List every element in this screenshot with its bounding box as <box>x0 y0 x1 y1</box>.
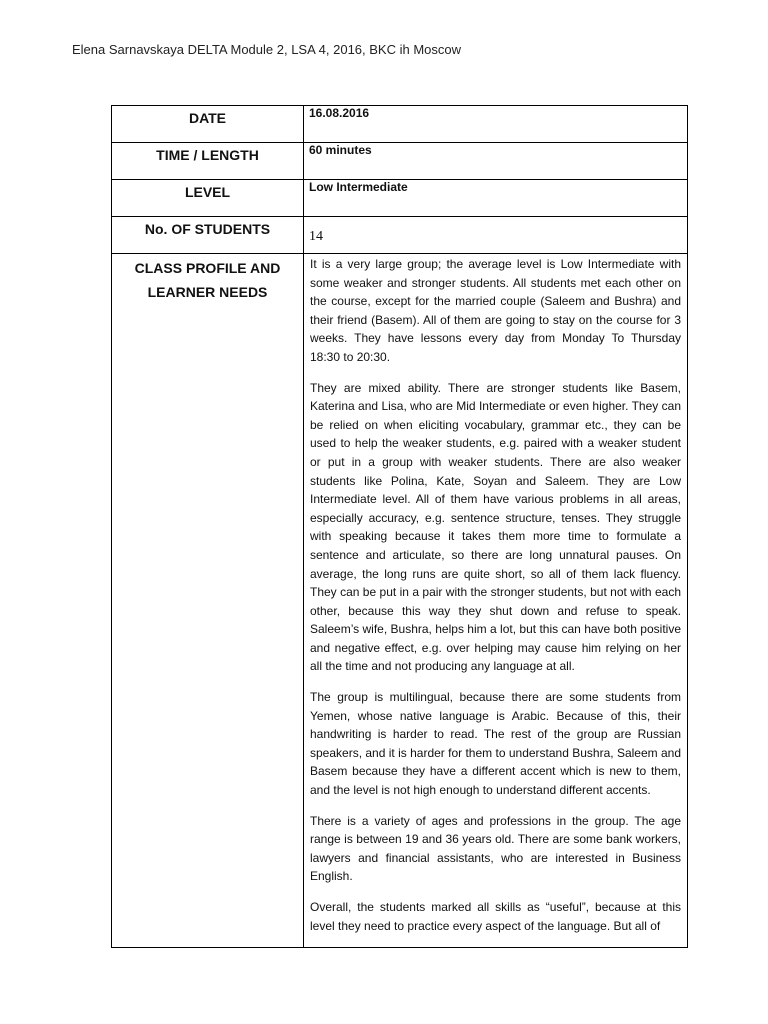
date-label: DATE <box>112 106 304 143</box>
profile-row <box>112 254 688 948</box>
level-row <box>112 180 688 217</box>
time-row <box>112 143 688 180</box>
lesson-plan-table <box>111 105 688 948</box>
date-value: 16.08.2016 <box>304 106 688 143</box>
students-label: No. OF STUDENTS <box>112 217 304 254</box>
profile-paragraph: There is a variety of ages and professions in the group. The age range is between 19 and 36 years old. There are some bank workers, lawyers and financial assistants, who are interested in Business English. <box>310 813 681 884</box>
time-value: 60 minutes <box>304 143 688 180</box>
students-row <box>112 217 688 254</box>
students-count: 14 <box>309 229 323 244</box>
level-value: Low Intermediate <box>304 180 688 217</box>
students-value <box>304 217 688 254</box>
profile-label-line2: LEARNER NEEDS <box>147 284 268 300</box>
document-header: Elena Sarnavskaya DELTA Module 2, LSA 4, 2016, BKC ih Moscow <box>72 42 462 57</box>
profile-paragraph: The group is multilingual, because there are some students from Yemen, whose native language is Arabic. Because of this, their handwriting is harder to read. The rest of the group are Russian speakers, and it is harder for them to understand Bushra, Saleem and Basem because they have a different accent which is new to them, and the level is not high enough to understand different accents. <box>310 690 681 798</box>
level-label: LEVEL <box>112 180 304 217</box>
profile-paragraph: It is a very large group; the average level is Low Intermediate with some weaker and stronger students. All students met each other on the course, except for the married couple (Saleem and Bushra) and their friend (Basem). All of them are going to stay on the course for 3 weeks. They have lessons every day from Monday To Thursday 18:30 to 20:30. <box>310 257 681 364</box>
profile-paragraph: They are mixed ability. There are stronger students like Basem, Katerina and Lisa, who are Mid Intermediate or even higher. They can be relied on when eliciting vocabulary, grammar etc., they can be used to help the weaker students, e.g. paired with a weaker student or put in a group with weaker students. There are also weaker students like Polina, Kate, Soyan and Saleem. They are Low Intermediate level. All of them have various problems in all areas, especially accuracy, e.g. sentence structure, tenses. They struggle with speaking because it takes them more time to formulate a sentence and articulate, so there are long unnatural pauses. On average, the long runs are quite short, so all of them lack fluency. They can be put in a pair with the stronger students, but not with each other, because this way they shut down and refuse to speak. Saleem’s wife, Bushra, helps him a lot, but this can have both positive and negative effect, e.g. over helping may cause him relying on her all the time and not producing any language at all. <box>310 380 681 674</box>
time-label: TIME / LENGTH <box>112 143 304 180</box>
profile-text <box>304 254 688 948</box>
date-row <box>112 106 688 143</box>
profile-paragraph: Overall, the students marked all skills as “useful”, because at this level they need to practice every aspect of the language. But all of <box>310 900 681 933</box>
profile-label-line1: CLASS PROFILE AND <box>134 260 281 276</box>
profile-label <box>112 254 304 948</box>
